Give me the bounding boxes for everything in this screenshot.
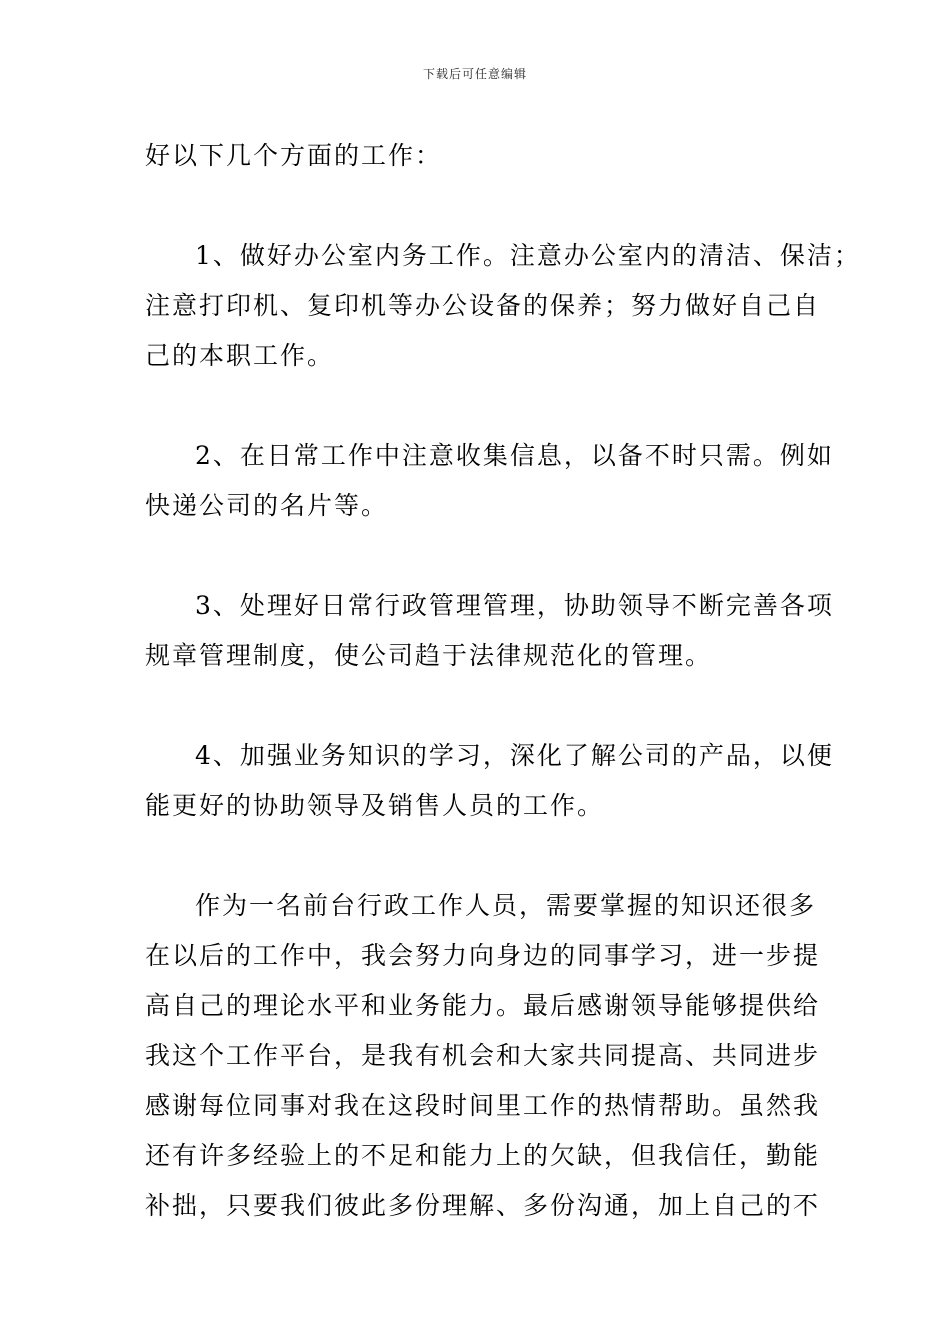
item1-line-2: 注意打印机、复印机等办公设备的保养；努力做好自己自 bbox=[145, 291, 821, 320]
page-header-note: 下载后可任意编辑 bbox=[422, 67, 527, 81]
item2-line-2: 快递公司的名片等。 bbox=[145, 491, 389, 520]
item3-line-2: 规章管理制度，使公司趋于法律规范化的管理。 bbox=[145, 641, 713, 670]
intro-line: 好以下几个方面的工作： bbox=[145, 141, 443, 170]
item4-line-2: 能更好的协助领导及销售人员的工作。 bbox=[145, 791, 605, 820]
closing-line-2: 在以后的工作中，我会努力向身边的同事学习，进一步提 bbox=[145, 941, 821, 970]
closing-line-3: 高自己的理论水平和业务能力。最后感谢领导能够提供给 bbox=[145, 991, 821, 1020]
item3-line-1: 3、处理好日常行政管理管理，协助领导不断完善各项 bbox=[195, 591, 834, 620]
closing-line-5: 感谢每位同事对我在这段时间里工作的热情帮助。虽然我 bbox=[145, 1091, 821, 1120]
paragraph-gap bbox=[145, 831, 813, 881]
item4-line-1: 4、加强业务知识的学习，深化了解公司的产品，以便 bbox=[195, 741, 834, 770]
item1-line-3: 己的本职工作。 bbox=[145, 341, 335, 370]
item2-line-1: 2、在日常工作中注意收集信息，以备不时只需。例如 bbox=[195, 441, 834, 470]
closing-line-6: 还有许多经验上的不足和能力上的欠缺，但我信任，勤能 bbox=[145, 1141, 821, 1170]
item1-line-1: 1、做好办公室内务工作。注意办公室内的清洁、保洁； bbox=[195, 241, 861, 270]
closing-line-4: 我这个工作平台，是我有机会和大家共同提高、共同进步 bbox=[145, 1041, 821, 1070]
paragraph-gap bbox=[145, 181, 813, 231]
paragraph-gap bbox=[145, 381, 813, 431]
closing-line-1: 作为一名前台行政工作人员，需要掌握的知识还很多 bbox=[195, 891, 817, 920]
document-body bbox=[145, 131, 861, 1231]
closing-line-7: 补拙，只要我们彼此多份理解、多份沟通，加上自己的不 bbox=[145, 1191, 821, 1220]
paragraph-gap bbox=[145, 681, 813, 731]
paragraph-gap bbox=[145, 531, 813, 581]
